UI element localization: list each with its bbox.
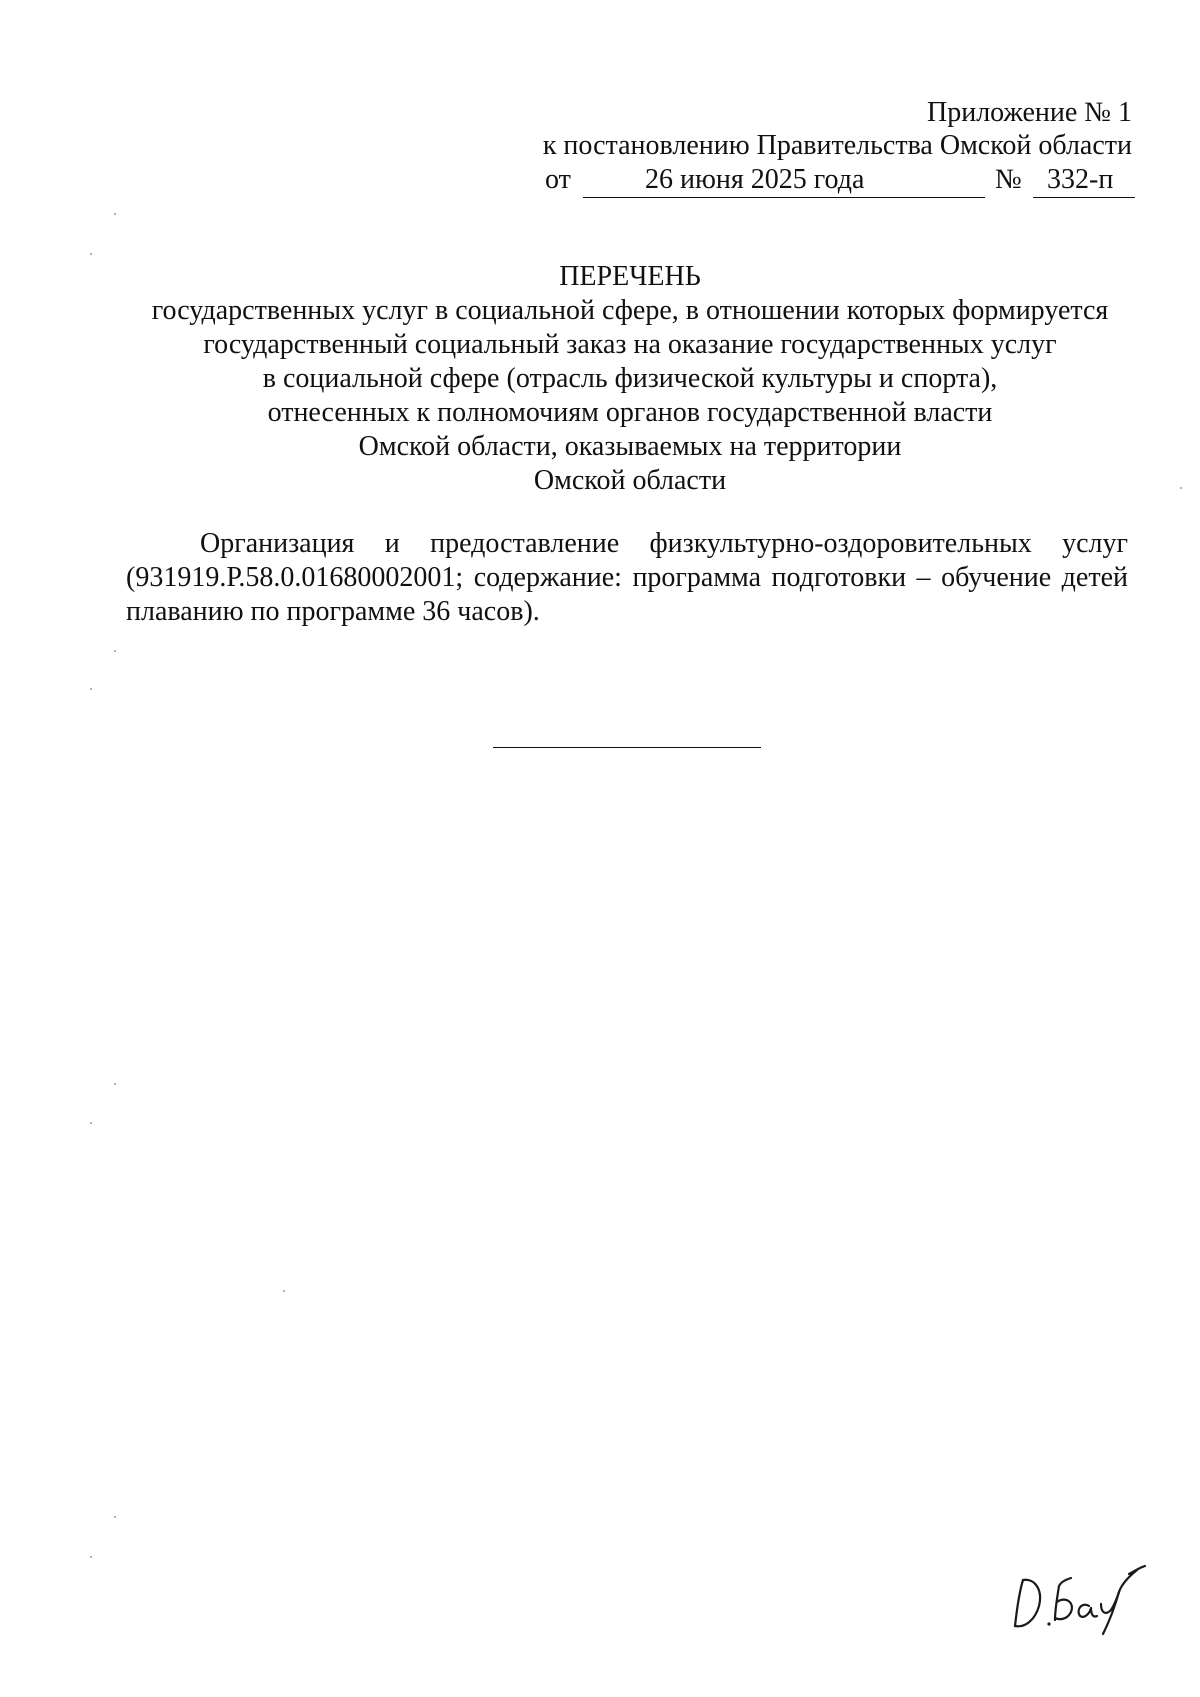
scan-mark: [90, 1556, 92, 1558]
body-paragraph-line: Организация и предоставление физкультурно-оздоровительных услуг: [200, 528, 1128, 559]
appendix-title: Приложение № 1: [927, 97, 1132, 128]
title-line: отнесенных к полномочиям органов государственной власти: [267, 397, 993, 428]
closing-rule: [493, 747, 761, 748]
scan-mark: [90, 1122, 92, 1124]
document-title: ПЕРЕЧЕНЬ: [559, 261, 701, 292]
title-line: государственный социальный заказ на оказание государственных услуг: [203, 329, 1057, 360]
handwritten-signature: [1005, 1548, 1155, 1638]
number-field: [1033, 163, 1135, 198]
from-label: от: [545, 164, 571, 195]
body-paragraph-line: (931919.Р.58.0.01680002001; содержание: программа подготовки – обучение детей: [126, 562, 1128, 593]
title-line: Омской области: [533, 465, 727, 496]
title-line: Омской области, оказываемых на территории: [358, 431, 902, 462]
scan-mark: [283, 1290, 285, 1292]
scan-mark: [1180, 487, 1182, 489]
date-field: [583, 163, 985, 198]
date-number-line: [545, 163, 1135, 199]
number-label: №: [995, 164, 1022, 195]
scan-mark: [114, 213, 116, 215]
scan-mark: [90, 688, 92, 690]
number-value: 332-п: [1047, 164, 1114, 195]
scan-mark: [90, 253, 92, 255]
title-line: государственных услуг в социальной сфере, в отношении которых формируется: [151, 295, 1109, 326]
date-value: 26 июня 2025 года: [645, 164, 865, 195]
body-paragraph-line: плаванию по программе 36 часов).: [126, 596, 540, 627]
scan-mark: [114, 1516, 116, 1518]
scan-mark: [114, 650, 116, 652]
title-line: в социальной сфере (отрасль физической культуры и спорта),: [262, 363, 998, 394]
scan-mark: [114, 1083, 116, 1085]
resolution-reference: к постановлению Правительства Омской области: [542, 130, 1132, 161]
